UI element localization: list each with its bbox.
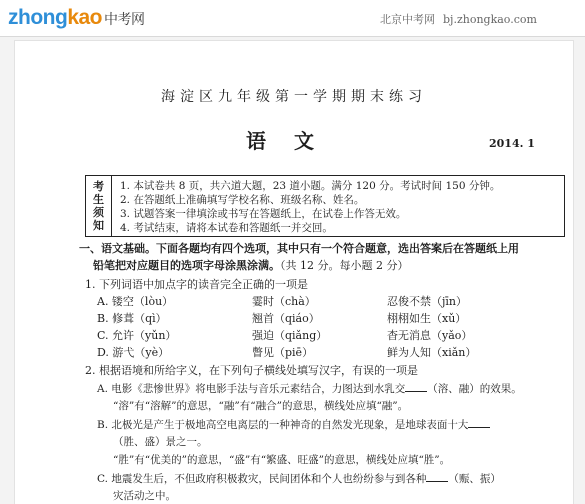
q2-option-c: [97, 471, 501, 487]
q1-option-c-word3: 杳无消息（yǎo）: [387, 329, 473, 342]
site-logo[interactable]: [8, 6, 145, 30]
notice-line: 3. 试题答案一律填涂或书写在答题纸上，在试卷上作答无效。: [120, 208, 407, 220]
section1-heading-bold: 铅笔把对应题目的选项字母涂黑涂满。: [93, 259, 280, 272]
logo-text-zhong: zhong: [8, 6, 68, 29]
notice-heading-char: 考: [93, 180, 104, 193]
notice-heading-char: 生: [93, 193, 104, 206]
exam-date: 2014. 1: [489, 137, 535, 150]
q2-option-a-note: “溶”有“溶解”的意思，“融”有“融合”的意思，横线处应填“融”。: [113, 400, 409, 412]
notice-heading-char: 须: [93, 206, 104, 219]
q2-option-a-tail: （溶、融）的效果。: [427, 383, 522, 395]
q2-stem: 2. 根据语境和所给字义，在下列句子横线处填写汉字，有误的一项是: [85, 364, 418, 377]
q2-option-c-text: C. 地震发生后，不但政府积极救灾，民间团体和个人也纷纷参与到各种: [97, 473, 427, 485]
site-info: [380, 11, 537, 27]
notice-line: 1. 本试卷共 8 页，共六道大题，23 道小题。满分 120 分。考试时间 150 分钟。: [120, 180, 501, 192]
q1-option-b-word2: 翘首（qiáo）: [252, 312, 320, 325]
q1-option-a-word3: 忍俊不禁（jīn）: [387, 295, 468, 308]
exam-subject: 语文: [246, 129, 342, 153]
q1-option-d: D. 游弋（yè）: [97, 346, 170, 359]
q2-option-a-text: A. 电影《悲惨世界》将电影手法与音乐元素结合，力图达到水乳交: [97, 383, 406, 395]
q2-option-b-note: “胜”有“优美的”的意思，“盛”有“繁盛、旺盛”的意思，横线处应填“胜”。: [113, 454, 451, 466]
section1-heading-tail: （共 12 分。每小题 2 分）: [280, 259, 409, 272]
q2-option-c-tail: （赈、振）: [448, 473, 501, 485]
site-url[interactable]: bj.zhongkao.com: [443, 13, 537, 26]
q1-option-b: B. 修葺（qì）: [97, 312, 167, 325]
notice-lines: [120, 179, 500, 235]
q1-option-c-word2: 强迫（qiǎng）: [252, 329, 328, 342]
notice-line: 2. 在答题纸上准确填写学校名称、班级名称、姓名。: [120, 194, 365, 206]
q2-option-b-line2: （胜、盛）景之一。: [113, 436, 208, 448]
exam-title: 海淀区九年级第一学期期末练习: [161, 89, 427, 105]
q1-option-a-word2: 霎时（chà）: [252, 295, 316, 308]
section1-heading-line2: [93, 258, 408, 274]
notice-line: 4. 考试结束，请将本试卷和答题纸一并交回。: [120, 222, 333, 234]
section1-heading: 一、语文基础。下面各题均有四个选项，其中只有一个符合题意，选出答案后在答题纸上用: [79, 242, 519, 255]
candidate-notice-box: [85, 175, 565, 237]
answer-blank: [426, 471, 448, 482]
notice-heading: [86, 176, 112, 236]
answer-blank: [405, 381, 427, 392]
notice-heading-char: 知: [93, 219, 104, 232]
q1-stem: 1. 下列词语中加点字的读音完全正确的一项是: [85, 278, 308, 291]
q2-option-c-line2: 灾活动之中。: [113, 490, 176, 502]
exam-paper: [14, 40, 574, 504]
q1-option-c: C. 允许（yǔn）: [97, 329, 177, 342]
q1-option-d-word3: 鲜为人知（xiǎn）: [387, 346, 477, 359]
answer-blank: [468, 417, 490, 428]
site-name[interactable]: 北京中考网: [380, 13, 435, 26]
site-header-bar: [0, 0, 585, 37]
q1-option-b-word3: 栩栩如生（xǔ）: [387, 312, 467, 325]
q1-option-d-word2: 瞥见（piē）: [252, 346, 314, 359]
q2-option-a: [97, 381, 522, 397]
logo-text-cn: 中考网: [104, 11, 145, 27]
q2-option-b-text: B. 北极光是产生于极地高空电离层的一种神奇的自然发光现象，是地球表面十大: [97, 419, 469, 431]
q1-option-a: A. 镂空（lòu）: [97, 295, 174, 308]
q2-option-b: [97, 417, 490, 433]
logo-text-kao: kao: [67, 6, 102, 29]
